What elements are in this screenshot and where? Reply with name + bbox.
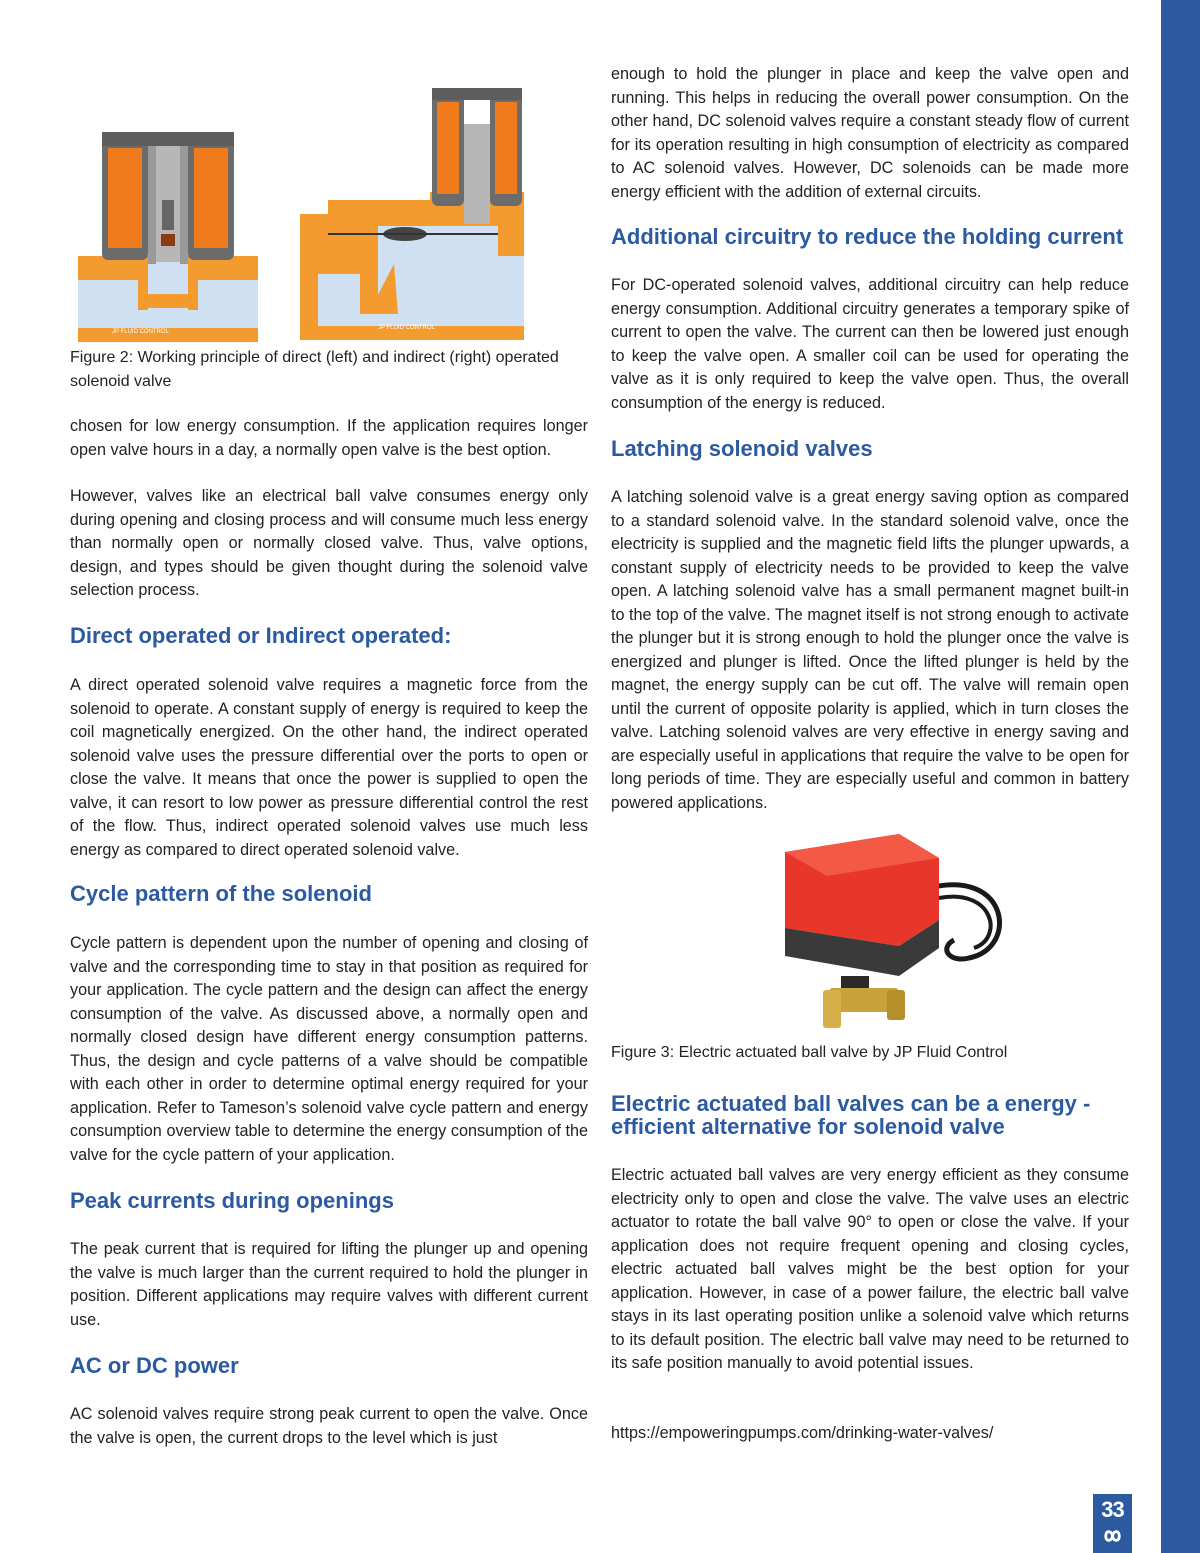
figure-3-caption: Figure 3: Electric actuated ball valve by JP Fluid Control	[611, 1044, 1008, 1061]
heading-peak-currents: Peak currents during openings	[70, 1188, 394, 1213]
paragraph-direct-indirect: A direct operated solenoid valve requires a magnetic force from the solenoid to operate. A constant supply of energy is required to keep the coil magnetically energized. On the other hand, the indirect operated solenoid valve uses the pressure differential over the ports to open or close the valve. It means that once the power is supplied to open the valve, it can resort to low power as pressure differential control the rest of the flow. Thus, indirect operated solenoid valves use much less energy as compared to direct operated solenoid valve.	[70, 676, 588, 859]
paragraph-intro: chosen for low energy consumption. If the application requires longer open valve hours in a day, a normally open valve is the best option.	[70, 417, 588, 459]
figure-2-solenoid-diagrams	[78, 84, 548, 344]
paragraph-peak-currents: The peak current that is required for lifting the plunger up and opening the valve is much larger than the current required to hold the plunger in position. Different applications may require valves with different current use.	[70, 1240, 588, 1329]
heading-direct-indirect: Direct operated or Indirect operated:	[70, 623, 452, 648]
heading-cycle-pattern: Cycle pattern of the solenoid	[70, 881, 372, 906]
page-number: 33	[1101, 1497, 1124, 1522]
heading-ac-dc-power: AC or DC power	[70, 1353, 239, 1378]
direct-operated-valve-diagram	[78, 132, 258, 342]
svg-text:JP FLUID CONTROL: JP FLUID CONTROL	[378, 325, 435, 331]
source-link[interactable]: https://empoweringpumps.com/drinking-water-valves/	[611, 1424, 994, 1442]
paragraph-ac-dc-power: AC solenoid valves require strong peak current to open the valve. Once the valve is open, the current drops to the level which is just	[70, 1405, 588, 1447]
paragraph-cycle-pattern: Cycle pattern is dependent upon the number of opening and closing of valve and the corresponding time to stay in that position as required for your application. The cycle pattern and the design can affect the energy consumption of the valve. As discussed above, a normally open and normally closed design have different energy consumption patterns. Thus, the design and cycle patterns of a valve should be compatible with each other in order to determine optimal energy required for your application. Refer to Tameson’s solenoid valve cycle pattern and energy consumption overview table to determine the energy consumption of the valve for the cycle pattern of your application.	[70, 934, 588, 1164]
infinity-logo-icon	[1098, 1526, 1127, 1546]
paragraph-continued: enough to hold the plunger in place and keep the valve open and running. This helps in reducing the overall power consumption. On the other hand, DC solenoid valves require a constant steady flow of current for its operation resulting in high consumption of electricity as compared to AC solenoid valves. However, DC solenoids can be made more energy efficient with the addition of external circuits.	[611, 65, 1129, 201]
paragraph-electric-ball-valves: Electric actuated ball valves are very energy efficient as they consume electricity only to open and close the valve. The valve uses an electric actuator to rotate the ball valve 90° to open or close the valve. If your application does not require frequent opening and closing cycles, electric actuated ball valves might be the best option for your application. However, in case of a power failure, the electric ball valve stays in its last operating position unlike a solenoid valve which returns to its default position. The electric ball valve may need to be returned to its safe position manually to avoid potential issues.	[611, 1166, 1129, 1372]
heading-electric-ball-valves: Electric actuated ball valves can be a energy - efficient alternative for solenoid valve	[611, 1091, 1091, 1139]
paragraph-ball-valve: However, valves like an electrical ball valve consumes energy only during opening and closing process and will consume much less energy than normally open or normally closed valve. Thus, valve options, design, and types should be given thought during the solenoid valve selection process.	[70, 487, 588, 599]
figure-2-caption: Figure 2: Working principle of direct (left) and indirect (right) operated solenoid valve	[70, 349, 559, 390]
page-number-badge	[1093, 1494, 1132, 1553]
heading-latching-valves: Latching solenoid valves	[611, 436, 873, 461]
sidebar-color-band	[1161, 0, 1200, 1553]
heading-additional-circuitry: Additional circuitry to reduce the holding current	[611, 224, 1124, 249]
indirect-operated-valve-diagram	[300, 88, 524, 340]
paragraph-additional-circuitry: For DC-operated solenoid valves, additional circuitry can help reduce energy consumption. Additional circuitry generates a temporary spike of current to open the valve. The current can then be lowered just enough to keep the valve open. A smaller coil can be used for operating the valve as it is only required to keep the valve open. Thus, the overall consumption of the energy is reduced.	[611, 276, 1129, 412]
paragraph-latching-valves: A latching solenoid valve is a great energy saving option as compared to a standard solenoid valve. In the standard solenoid valve, once the electricity is supplied and the magnetic field lifts the plunger upwards, a constant supply of electricity needs to be provided to keep the valve open. A latching solenoid valve has a small permanent magnet built-in to the top of the valve. The magnet itself is not strong enough to activate the plunger but it is strong enough to hold the plunger once the valve is energized and plunger is lifted. Once the lifted plunger is held by the magnet, the energy supply can be cut off. The valve will remain open until the current of opposite polarity is applied, which in turn closes the valve. Latching solenoid valves are very effective in energy saving and are especially useful in applications that require the valve to be open for long periods of time. They are especially useful and common in battery powered applications.	[611, 488, 1129, 812]
figure-3-ball-valve-image	[779, 828, 1019, 1038]
svg-text:JP FLUID CONTROL: JP FLUID CONTROL	[112, 329, 169, 335]
